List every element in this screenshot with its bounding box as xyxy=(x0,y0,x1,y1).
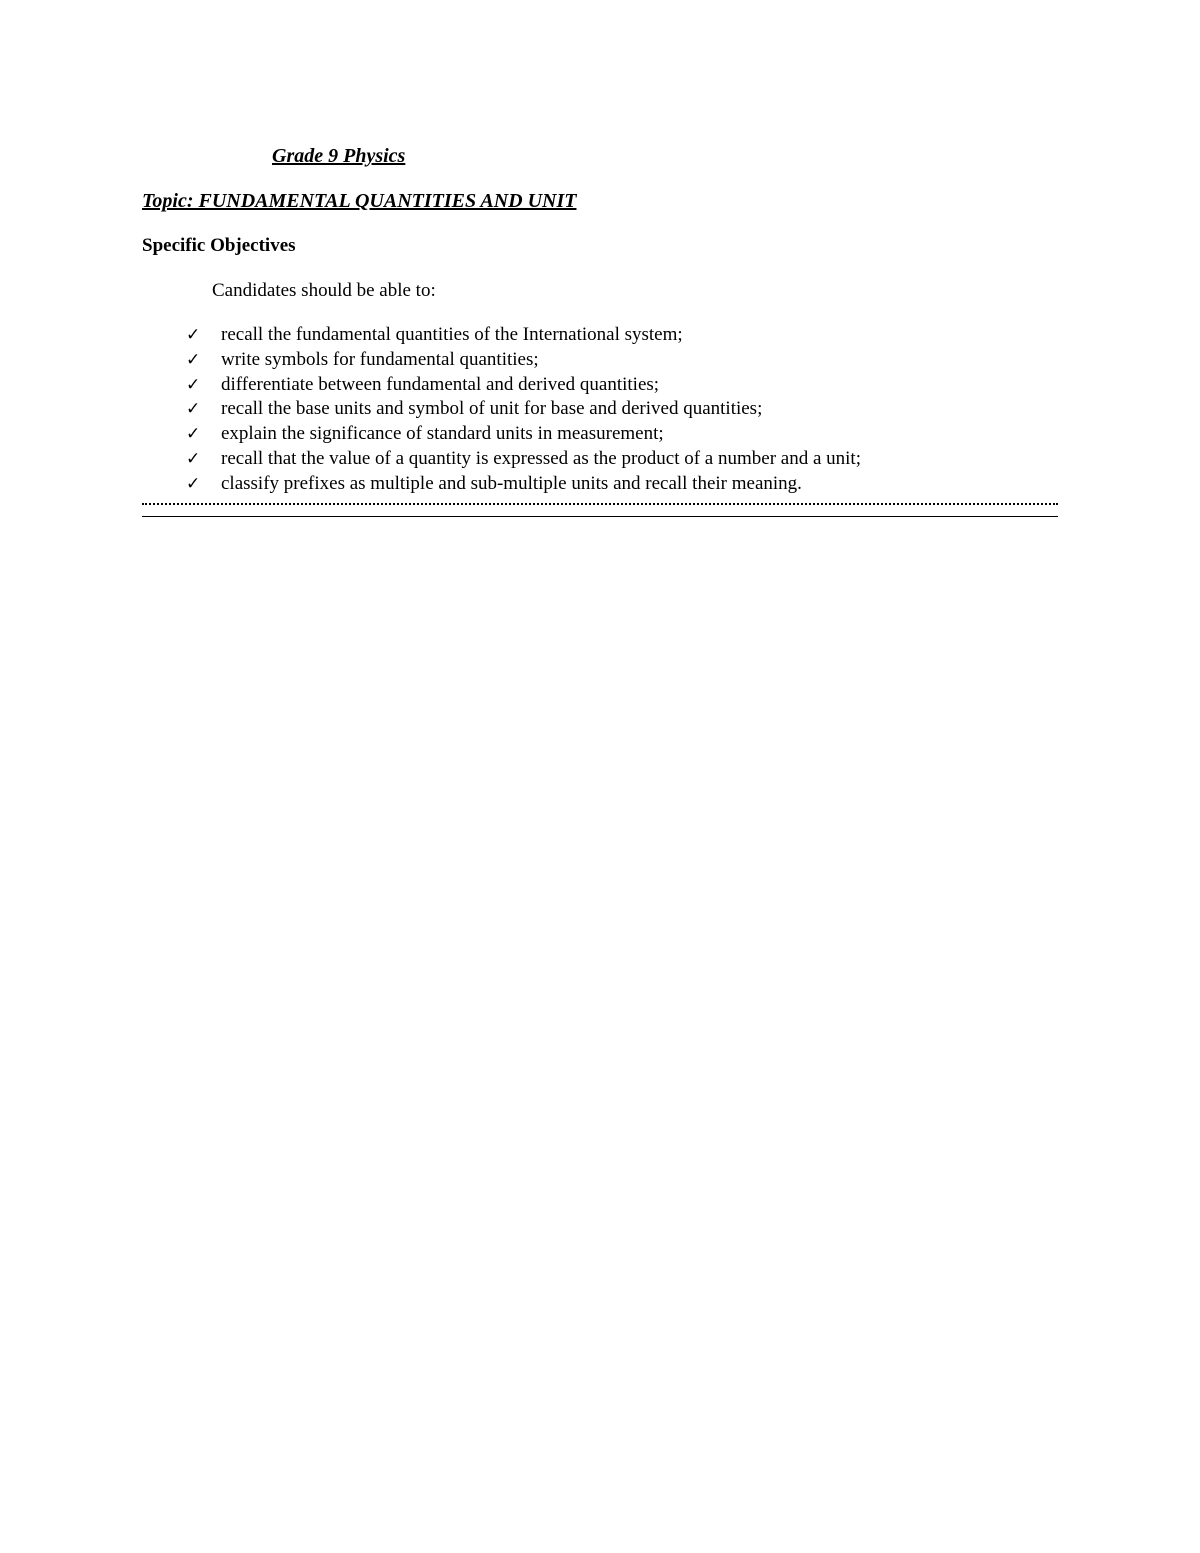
check-mark-icon: ✓ xyxy=(186,374,201,395)
list-item xyxy=(186,472,861,497)
check-mark-icon: ✓ xyxy=(186,399,201,420)
check-mark-icon: ✓ xyxy=(186,424,201,445)
list-item xyxy=(186,348,861,373)
objective-text: recall the fundamental quantities of the International system; xyxy=(221,324,683,345)
list-item xyxy=(186,422,861,447)
horizontal-rule xyxy=(142,516,1058,517)
check-mark-icon: ✓ xyxy=(186,473,201,494)
objective-text: differentiate between fundamental and derived quantities; xyxy=(221,373,660,395)
intro-text: Candidates should be able to: xyxy=(212,280,436,301)
specific-objectives-heading: Specific Objectives xyxy=(142,235,296,256)
list-item xyxy=(186,323,861,348)
objective-text: write symbols for fundamental quantities; xyxy=(221,348,539,370)
list-item xyxy=(186,397,861,422)
list-item xyxy=(186,447,861,472)
objective-text: explain the significance of standard units in measurement; xyxy=(221,423,664,445)
list-item xyxy=(186,373,861,398)
objectives-list xyxy=(186,323,861,497)
dotted-divider xyxy=(142,503,1058,505)
objective-text: recall the base units and symbol of unit for base and derived quantities; xyxy=(221,398,763,420)
check-mark-icon: ✓ xyxy=(186,349,201,370)
check-mark-icon: ✓ xyxy=(186,325,201,345)
topic-heading: Topic: FUNDAMENTAL QUANTITIES AND UNIT xyxy=(142,190,577,212)
objective-text: classify prefixes as multiple and sub-multiple units and recall their meaning. xyxy=(221,472,802,494)
objective-text: recall that the value of a quantity is expressed as the product of a number and a unit; xyxy=(221,447,861,469)
check-mark-icon: ✓ xyxy=(186,448,201,469)
document-title: Grade 9 Physics xyxy=(272,145,406,167)
